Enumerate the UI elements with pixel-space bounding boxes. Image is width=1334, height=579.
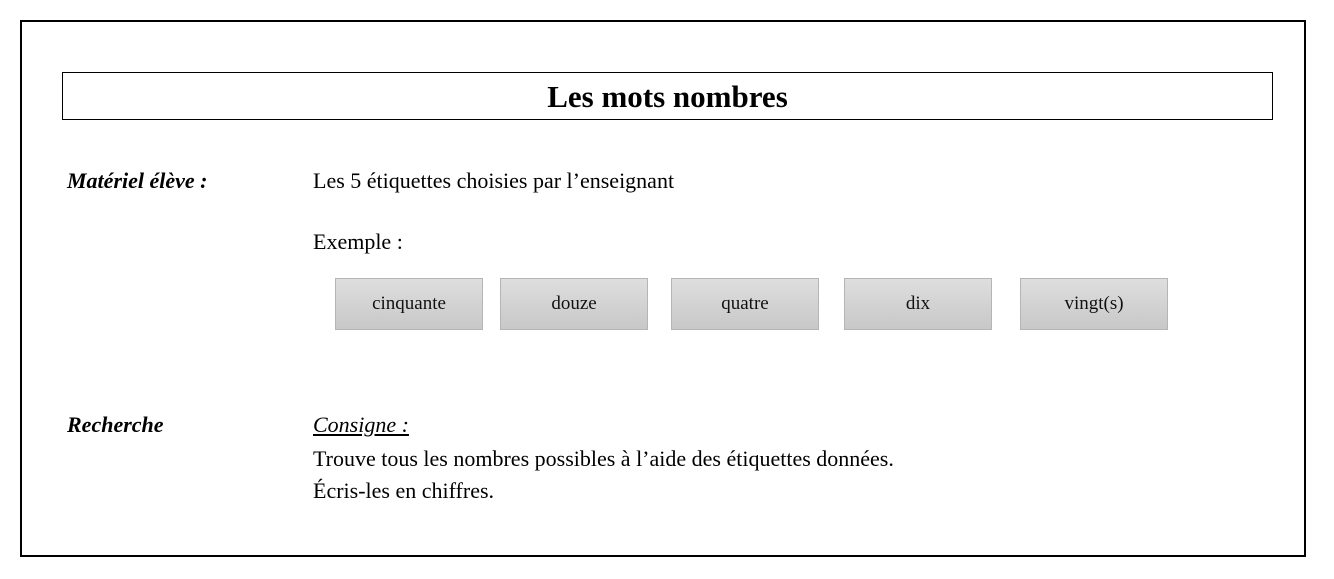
tag-label: dix: [905, 293, 931, 314]
tag-label: quatre: [721, 293, 769, 314]
page-title: Les mots nombres: [547, 78, 788, 114]
tag-card: [500, 278, 648, 330]
tag-card: [671, 278, 819, 330]
title-box: [62, 72, 1273, 120]
tag-label: douze: [551, 293, 597, 314]
instruction-line-1: Trouve tous les nombres possibles à l’aide des étiquettes données.: [313, 446, 894, 471]
tag-label: vingt(s): [1064, 293, 1124, 314]
tag-card: [1020, 278, 1168, 330]
tag-card: [335, 278, 483, 330]
tag-card: [844, 278, 992, 330]
materiel-description: Les 5 étiquettes choisies par l’enseignant: [313, 168, 675, 193]
instruction-line-2: Écris-les en chiffres.: [313, 478, 495, 503]
example-label: Exemple :: [313, 229, 403, 254]
materiel-label: Matériel élève :: [67, 168, 208, 193]
recherche-label: Recherche: [67, 412, 164, 437]
consigne-label: Consigne :: [313, 412, 409, 437]
tag-label: cinquante: [372, 293, 446, 314]
